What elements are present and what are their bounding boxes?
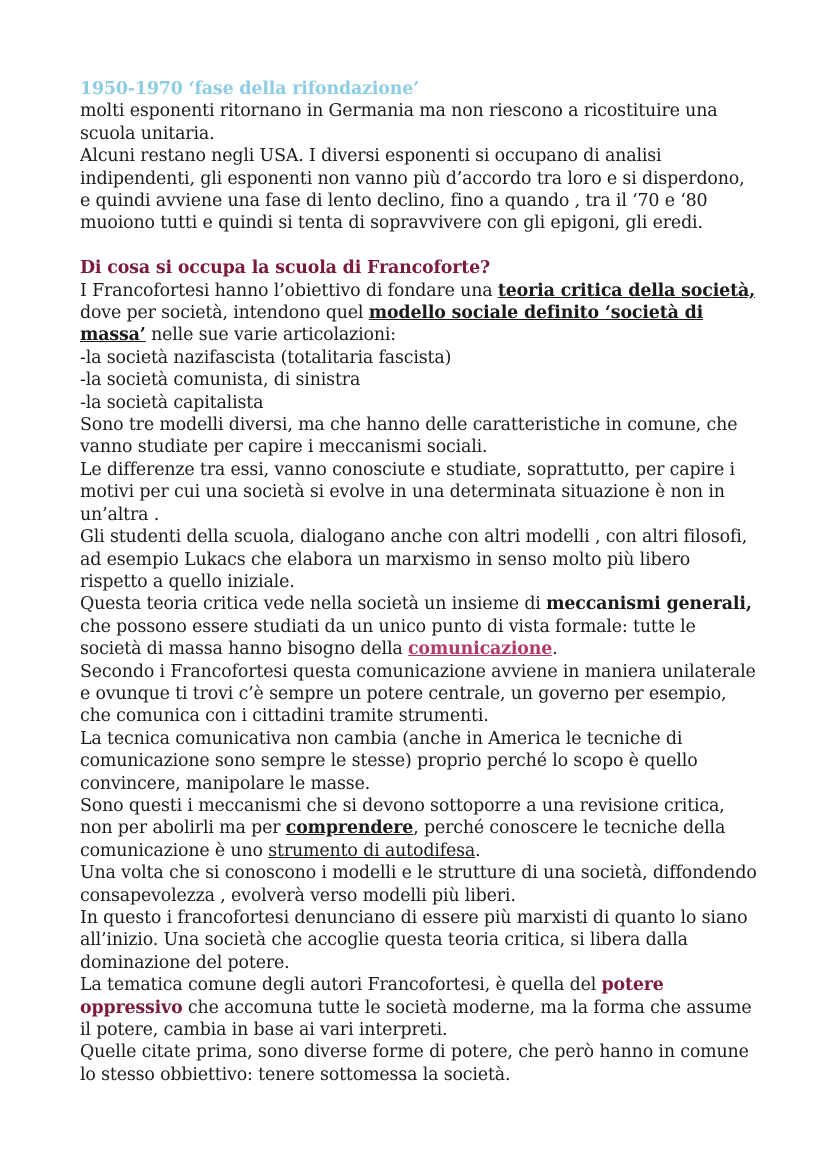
paragraph-return-germany: molti esponenti ritornano in Germania ma non riescono a ricostituire una scuola unitaria. [80,101,718,144]
list-item: -la società nazifascista (totalitaria fascista) [80,347,452,368]
paragraph-mechanisms: Sono questi i meccanismi che si devono sottoporre a una revisione critica, non per abolirli ma per comprendere, perché conoscere le tecniche della comunicazione è uno strumento di autodifesa. [80,795,726,861]
emphasis-comprendere: comprendere [285,818,414,839]
section-heading-rifondazione: 1950-1970 ‘fase della rifondazione’ [80,79,420,99]
list-item: -la società capitalista [80,392,264,413]
emphasis-teoria-critica: teoria critica della società, [497,280,755,301]
paragraph-usa-decline: Alcuni restano negli USA. I diversi esponenti si occupano di analisi indipendenti, gli esponenti non vanno più d’accordo tra loro e si disperdono, e quindi avviene una fase di lento declino, fino a quando , tra il ‘70 e ‘80 muoiono tutti e quindi si tenta di sopravvivere con gli epigoni, gli eredi. [80,146,745,234]
list-item: -la società comunista, di sinistra [80,370,361,391]
emphasis-meccanismi: meccanismi generali, [546,594,752,615]
emphasis-autodifesa: strumento di autodifesa [268,840,476,861]
emphasis-comunicazione: comunicazione [407,639,553,660]
paragraph-once-known: Una volta che si conoscono i modelli e le strutture di una società, diffondendo consapevolezza , evolverà verso modelli più liberi. [80,863,757,906]
paragraph-intro: I Francofortesi hanno l’obiettivo di fondare una teoria critica della società, dove per società, intendono quel modello sociale definito ‘società di massa’ nelle sue varie articolazioni: [80,280,755,346]
document-page [80,78,760,1086]
paragraph-three-models: Sono tre modelli diversi, ma che hanno delle caratteristiche in comune, che vanno studiate per capire i meccanismi sociali. [80,415,738,458]
paragraph-students: Gli studenti della scuola, dialogano anche con altri modelli , con altri filosofi, ad esempio Lukacs che elabora un marxismo in senso molto più libero rispetto a quello iniziale. [80,527,748,592]
paragraph-unilateral: Secondo i Francofortesi questa comunicazione avviene in maniera unilaterale e ovunque ti trovi c’è sempre un potere centrale, un governo per esempio, che comunica con i cittadini tramite strumenti. [80,661,756,727]
section-heading-francoforte: Di cosa si occupa la scuola di Francoforte? [80,258,491,279]
paragraph-critical-theory: Questa teoria critica vede nella società un insieme di meccanismi generali, che possono essere studiati da un unico punto di vista formale: tutte le società di massa hanno bisogno della comunicazione. [80,594,752,660]
emphasis-modello-sociale: modello sociale definito ‘società di massa’ [80,303,704,346]
emphasis-potere-oppressivo: potere oppressivo [80,975,664,1018]
paragraph-technique: La tecnica comunicativa non cambia (anche in America le tecniche di comunicazione sono sempre le stesse) proprio perché lo scopo è quello convincere, manipolare le masse. [80,728,698,794]
spacer [80,235,760,257]
paragraph-marxists: In questo i francofortesi denunciano di essere più marxisti di quanto lo siano all’inizio. Una società che accoglie questa teoria critica, si libera dalla dominazione del potere. [80,908,748,973]
paragraph-oppressive-power: La tematica comune degli autori Francofortesi, è quella del potere oppressivo che accomuna tutte le società moderne, ma la forma che assume il potere, cambia in base ai vari interpreti. [80,975,752,1041]
paragraph-differences: Le differenze tra essi, vanno conosciute e studiate, soprattutto, per capire i motivi per cui una società si evolve in una determinata situazione è non in un’altra . [80,459,735,525]
paragraph-final: Quelle citate prima, sono diverse forme di potere, che però hanno in comune lo stesso obbiettivo: tenere sottomessa la società. [80,1042,749,1085]
